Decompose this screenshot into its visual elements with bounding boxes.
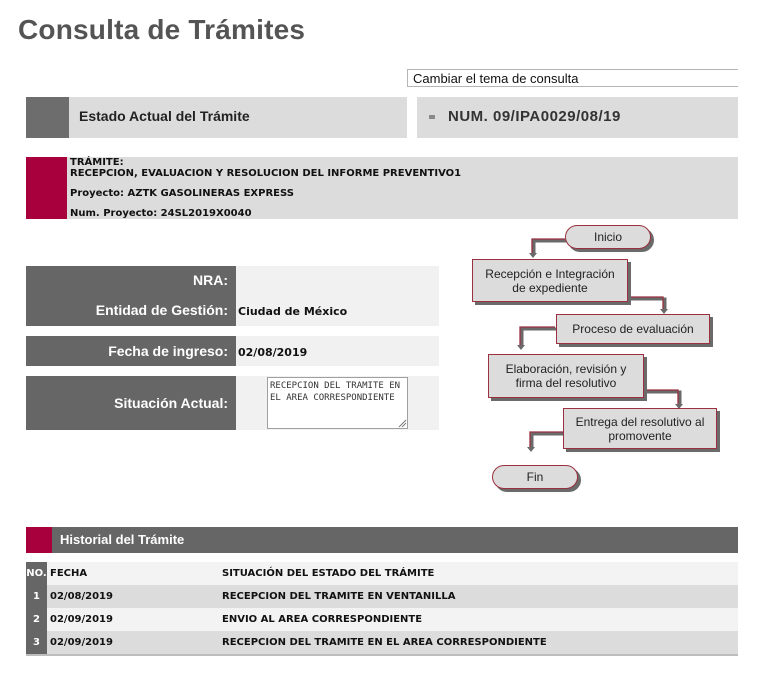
historial-marker (26, 527, 52, 553)
header-no-cell (26, 562, 47, 585)
page-title: Consulta de Trámites (18, 14, 306, 45)
num-bullet-icon (429, 115, 435, 119)
row-situacion: RECEPCION DEL TRAMITE EN VENTANILLA (222, 591, 456, 602)
row-situacion: ENVIO AL AREA CORRESPONDIENTE (222, 614, 423, 625)
header-situacion: SITUACIÓN DEL ESTADO DEL TRÁMITE (222, 568, 435, 579)
situacion-textarea[interactable]: RECEPCION DEL TRAMITE EN EL AREA CORRESPONDIENTE (267, 377, 408, 429)
table-row (26, 585, 738, 608)
estado-divider (407, 97, 417, 138)
tramite-marker (26, 157, 67, 219)
estado-label: Estado Actual del Trámite (79, 108, 250, 124)
header-no: NO. (26, 568, 47, 579)
row-no-cell (26, 585, 47, 608)
flow-step-recepcion: Recepción e Integración de expediente (472, 259, 628, 302)
flow-step-entrega: Entrega del resolutivo al promovente (563, 408, 717, 449)
situacion-label: Situación Actual: (114, 395, 228, 411)
row-fecha: 02/09/2019 (50, 614, 113, 625)
header-fecha: FECHA (50, 568, 88, 579)
flow-step-fin: Fin (492, 465, 578, 489)
row-no-cell (26, 631, 47, 654)
change-topic-select[interactable]: Cambiar el tema de consulta (407, 69, 738, 87)
tramite-num-proyecto: Num. Proyecto: 24SL2019X0040 (70, 208, 252, 219)
flow-step-elaboracion: Elaboración, revisión y firma del resolutivo (488, 354, 644, 398)
table-row (26, 631, 738, 656)
estado-marker (26, 97, 69, 138)
nra-label: NRA: (193, 272, 228, 288)
historial-header-row (26, 562, 738, 585)
fecha-label: Fecha de ingreso: (108, 343, 228, 359)
tramite-proyecto: Proyecto: AZTK GASOLINERAS EXPRESS (70, 188, 294, 199)
row-no-cell (26, 608, 47, 631)
historial-title: Historial del Trámite (60, 532, 185, 547)
entidad-label: Entidad de Gestión: (95, 302, 228, 318)
row-situacion: RECEPCION DEL TRAMITE EN EL AREA CORRESPONDIENTE (222, 637, 547, 648)
row-no: 2 (33, 614, 40, 625)
tramite-heading: TRÁMITE: (70, 157, 124, 168)
entidad-value: Ciudad de México (238, 305, 348, 318)
resize-grip-icon (398, 419, 407, 428)
flow-step-inicio: Inicio (565, 225, 651, 249)
row-no: 3 (33, 637, 40, 648)
row-fecha: 02/09/2019 (50, 637, 113, 648)
flow-step-evaluacion: Proceso de evaluación (556, 314, 710, 344)
row-fecha: 02/08/2019 (50, 591, 113, 602)
table-row (26, 608, 738, 631)
tramite-name: RECEPCION, EVALUACION Y RESOLUCION DEL INFORME PREVENTIVO1 (70, 168, 462, 179)
fecha-value: 02/08/2019 (238, 346, 308, 359)
tramite-number: NUM. 09/IPA0029/08/19 (448, 108, 621, 125)
row-no: 1 (33, 591, 40, 602)
